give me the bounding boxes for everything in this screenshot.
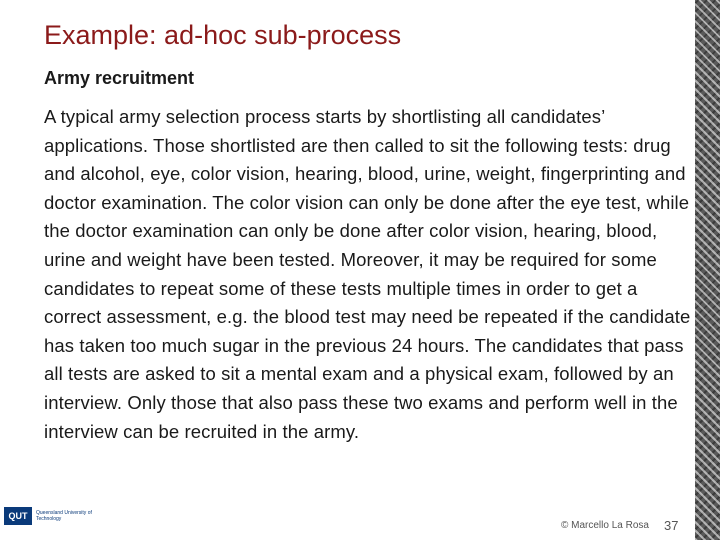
slide-title: Example: ad-hoc sub-process: [44, 20, 402, 50]
qut-logo-mark: QUT: [4, 507, 32, 525]
qut-logo-text: Queensland University of Technology: [36, 510, 92, 522]
slide-subtitle: Army recruitment: [44, 68, 195, 88]
footer-credit: © Marcello La Rosa: [561, 520, 649, 531]
page-number: 37: [664, 518, 679, 533]
qut-logo: [4, 507, 96, 525]
decorative-pattern-strip: [695, 0, 720, 540]
slide-body-text: A typical army selection process starts by shortlisting all candidates’ applications. Those shortlisted are then called to sit the following tests: drug and alcohol, eye, color vision, hearing, blood, urine, weight, fingerprinting and doctor examination. The color vision can only be done after the eye test, while the doctor examination can only be done after color vision, hearing, blood, urine and weight have been tested. Moreover, it may be required for some candidates to repeat some of these tests multiple times in order to get a correct assessment, e.g. the blood test may need be repeated if the candidate has taken too much sugar in the previous 24 hours. The candidates that pass all tests are asked to sit a mental exam and a physical exam, followed by an interview. Only those that also pass these two exams and perform well in the interview can be recruited in the army.: [44, 106, 691, 442]
